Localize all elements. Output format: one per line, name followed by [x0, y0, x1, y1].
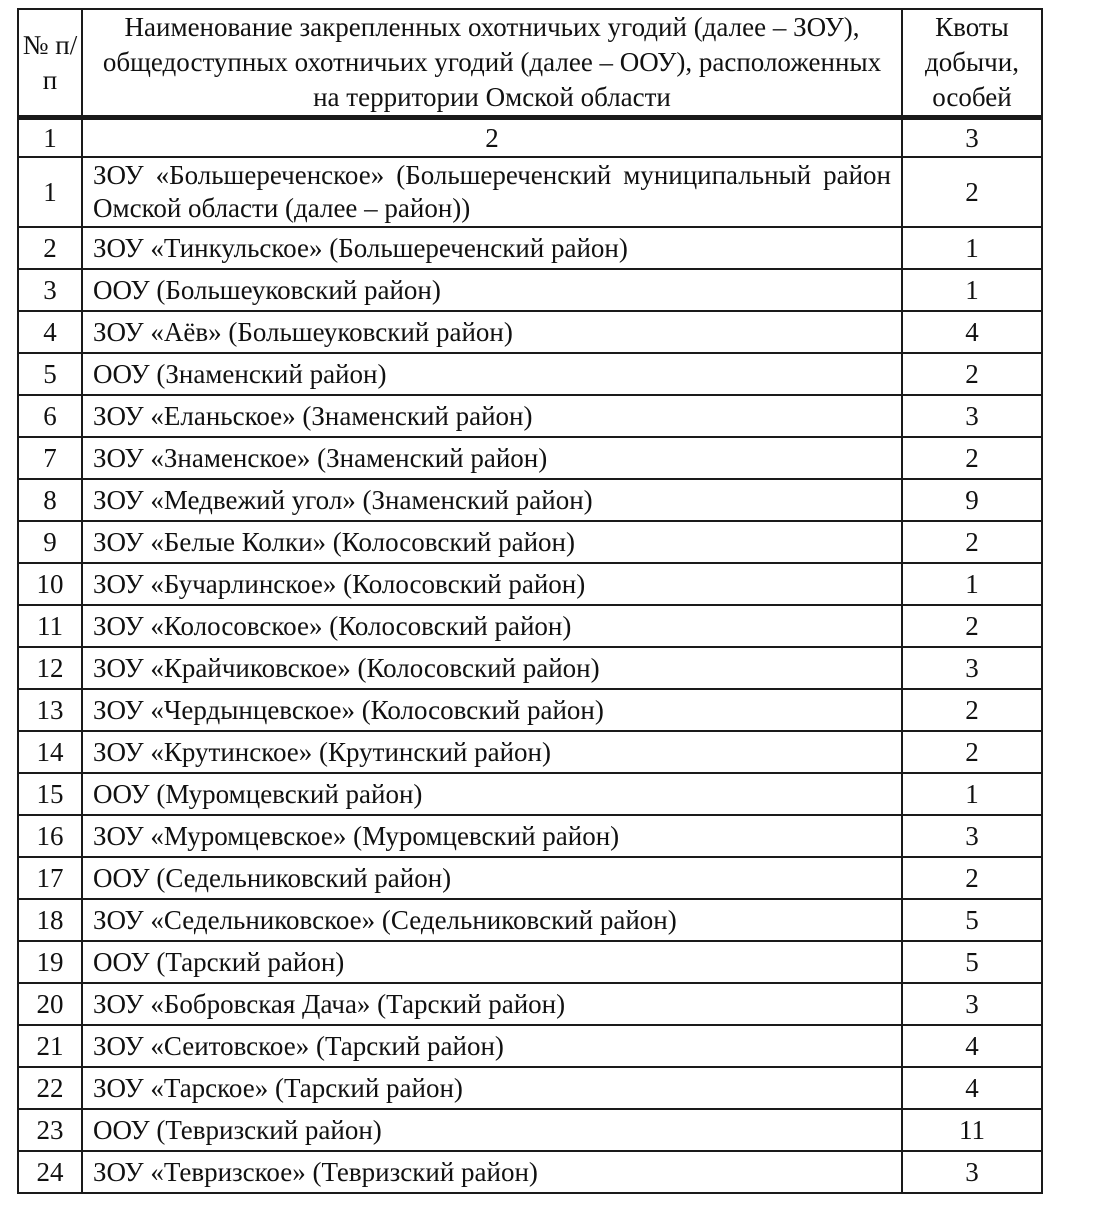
row-quota: 2: [902, 521, 1042, 563]
table-row: [18, 899, 1042, 941]
header-number: № п/п: [18, 9, 82, 118]
column-number-1: 1: [18, 118, 82, 158]
table-row: [18, 353, 1042, 395]
table-row: [18, 1067, 1042, 1109]
row-quota: 2: [902, 857, 1042, 899]
header-name: Наименование закрепленных охотничьих угодий (далее – ЗОУ), общедоступных охотничьих угодий (далее – ООУ), расположенных на территории Омской области: [82, 9, 902, 118]
row-number: 23: [18, 1109, 82, 1151]
row-number: 10: [18, 563, 82, 605]
row-number: 1: [18, 157, 82, 227]
table-row: [18, 689, 1042, 731]
row-quota: 5: [902, 941, 1042, 983]
row-number: 18: [18, 899, 82, 941]
row-hunting-ground-name: ЗОУ «Тевризское» (Тевризский район): [82, 1151, 902, 1193]
table-row: [18, 941, 1042, 983]
column-number-2: 2: [82, 118, 902, 158]
quota-table: [17, 8, 1043, 1194]
row-hunting-ground-name: ЗОУ «Знаменское» (Знаменский район): [82, 437, 902, 479]
header-quota: Квоты добычи, особей: [902, 9, 1042, 118]
row-quota: 2: [902, 353, 1042, 395]
table-row: [18, 521, 1042, 563]
row-hunting-ground-name: ЗОУ «Седельниковское» (Седельниковский район): [82, 899, 902, 941]
row-quota: 11: [902, 1109, 1042, 1151]
row-quota: 2: [902, 157, 1042, 227]
row-number: 5: [18, 353, 82, 395]
row-quota: 4: [902, 1025, 1042, 1067]
table-row: [18, 311, 1042, 353]
table-row: [18, 479, 1042, 521]
row-quota: 1: [902, 269, 1042, 311]
table-row: [18, 731, 1042, 773]
header-row: [18, 9, 1042, 118]
row-quota: 2: [902, 605, 1042, 647]
row-hunting-ground-name: ЗОУ «Колосовское» (Колосовский район): [82, 605, 902, 647]
row-number: 3: [18, 269, 82, 311]
row-hunting-ground-name: ЗОУ «Белые Колки» (Колосовский район): [82, 521, 902, 563]
table-row: [18, 1025, 1042, 1067]
row-quota: 3: [902, 647, 1042, 689]
table-row: [18, 983, 1042, 1025]
column-number-3: 3: [902, 118, 1042, 158]
row-hunting-ground-name: ЗОУ «Чердынцевское» (Колосовский район): [82, 689, 902, 731]
table-row: [18, 227, 1042, 269]
row-hunting-ground-name: ЗОУ «Крайчиковское» (Колосовский район): [82, 647, 902, 689]
row-number: 13: [18, 689, 82, 731]
table-body: [18, 118, 1042, 1194]
row-number: 6: [18, 395, 82, 437]
row-hunting-ground-name: ЗОУ «Бучарлинское» (Колосовский район): [82, 563, 902, 605]
row-hunting-ground-name: ООУ (Тевризский район): [82, 1109, 902, 1151]
table-row: [18, 605, 1042, 647]
row-hunting-ground-name: ЗОУ «Тинкульское» (Большереченский район): [82, 227, 902, 269]
table-row: [18, 563, 1042, 605]
row-number: 20: [18, 983, 82, 1025]
row-number: 14: [18, 731, 82, 773]
row-hunting-ground-name: ЗОУ «Тарское» (Тарский район): [82, 1067, 902, 1109]
row-hunting-ground-name: ООУ (Муромцевский район): [82, 773, 902, 815]
table-row: [18, 815, 1042, 857]
row-number: 2: [18, 227, 82, 269]
row-quota: 3: [902, 815, 1042, 857]
row-hunting-ground-name: ЗОУ «Еланьское» (Знаменский район): [82, 395, 902, 437]
row-number: 9: [18, 521, 82, 563]
row-number: 22: [18, 1067, 82, 1109]
row-quota: 3: [902, 395, 1042, 437]
row-number: 24: [18, 1151, 82, 1193]
row-hunting-ground-name: ООУ (Седельниковский район): [82, 857, 902, 899]
row-quota: 3: [902, 983, 1042, 1025]
row-hunting-ground-name: ООУ (Знаменский район): [82, 353, 902, 395]
row-quota: 1: [902, 563, 1042, 605]
row-quota: 3: [902, 1151, 1042, 1193]
row-quota: 5: [902, 899, 1042, 941]
row-quota: 4: [902, 311, 1042, 353]
row-number: 7: [18, 437, 82, 479]
row-quota: 4: [902, 1067, 1042, 1109]
row-number: 19: [18, 941, 82, 983]
row-hunting-ground-name: ЗОУ «Большереченское» (Большереченский муниципальный район Омской области (далее – район)): [82, 157, 902, 227]
row-number: 12: [18, 647, 82, 689]
row-number: 16: [18, 815, 82, 857]
row-quota: 2: [902, 689, 1042, 731]
row-hunting-ground-name: ЗОУ «Сеитовское» (Тарский район): [82, 1025, 902, 1067]
row-quota: 1: [902, 227, 1042, 269]
row-hunting-ground-name: ЗОУ «Крутинское» (Крутинский район): [82, 731, 902, 773]
row-hunting-ground-name: ООУ (Большеуковский район): [82, 269, 902, 311]
row-number: 4: [18, 311, 82, 353]
row-hunting-ground-name: ЗОУ «Аёв» (Большеуковский район): [82, 311, 902, 353]
row-number: 8: [18, 479, 82, 521]
row-number: 17: [18, 857, 82, 899]
row-number: 15: [18, 773, 82, 815]
table-row: [18, 157, 1042, 227]
row-number: 21: [18, 1025, 82, 1067]
row-number: 11: [18, 605, 82, 647]
row-quota: 2: [902, 731, 1042, 773]
row-hunting-ground-name: ЗОУ «Муромцевское» (Муромцевский район): [82, 815, 902, 857]
row-hunting-ground-name: ООУ (Тарский район): [82, 941, 902, 983]
table-row: [18, 269, 1042, 311]
row-hunting-ground-name: ЗОУ «Бобровская Дача» (Тарский район): [82, 983, 902, 1025]
table-row: [18, 1109, 1042, 1151]
row-quota: 2: [902, 437, 1042, 479]
table-header: [18, 9, 1042, 118]
row-hunting-ground-name: ЗОУ «Медвежий угол» (Знаменский район): [82, 479, 902, 521]
row-quota: 1: [902, 773, 1042, 815]
table-row: [18, 1151, 1042, 1193]
table-row: [18, 395, 1042, 437]
row-quota: 9: [902, 479, 1042, 521]
table-row: [18, 647, 1042, 689]
column-number-row: [18, 118, 1042, 158]
table-row: [18, 857, 1042, 899]
table-row: [18, 437, 1042, 479]
table-row: [18, 773, 1042, 815]
